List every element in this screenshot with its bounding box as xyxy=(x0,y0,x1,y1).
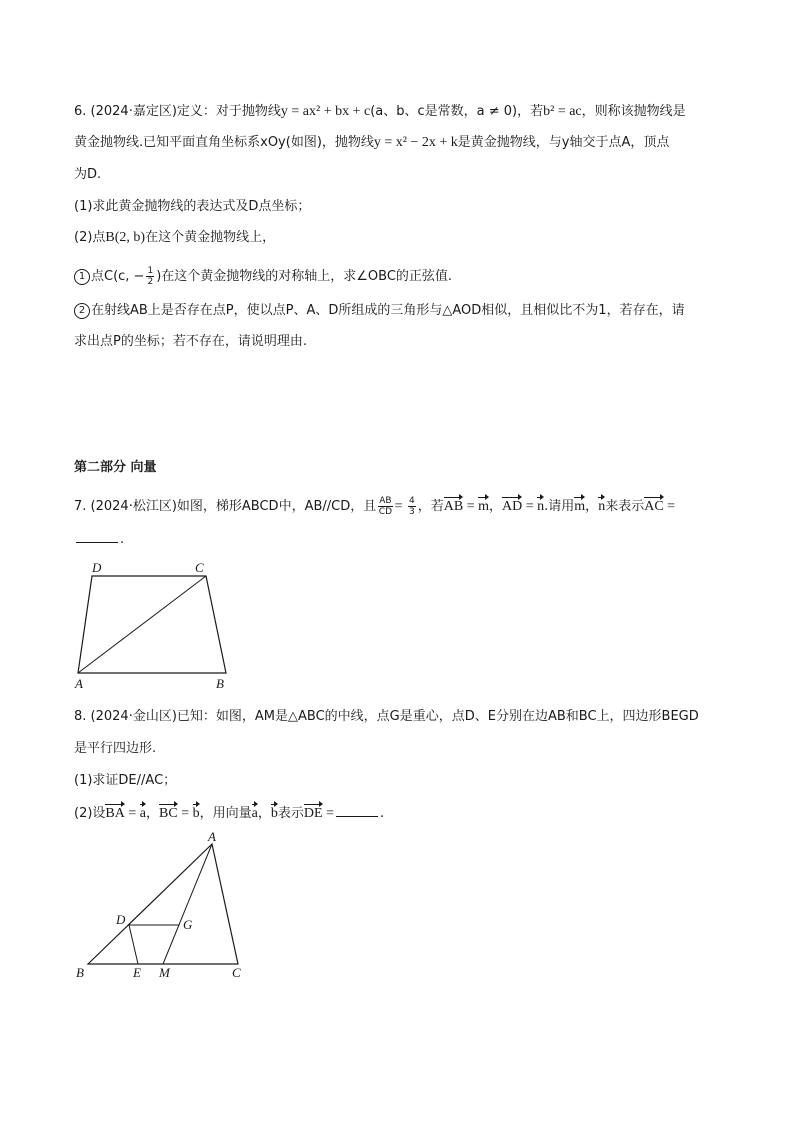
equals-sign: = xyxy=(463,499,479,514)
label-a: A xyxy=(208,832,216,844)
q6-text: 在射线AB上是否存在点P，使以点P、A、D所组成的三角形与△AOD相似，且相似比不为1，若存在，请 xyxy=(91,303,685,318)
answer-blank[interactable] xyxy=(336,804,378,817)
triangle-abc xyxy=(88,844,238,964)
q6-text: ，则称该抛物线是 xyxy=(581,104,686,119)
label-c: C xyxy=(232,965,241,980)
equals-sign: = xyxy=(394,499,406,514)
q7-text: .请用 xyxy=(544,499,575,514)
triangle-figure xyxy=(70,832,260,984)
q6-part-1: (1)求此黄金抛物线的表达式及D点坐标； xyxy=(74,199,311,214)
equals-sign: = xyxy=(663,499,676,514)
q6-text: )在这个黄金抛物线的对称轴上，求∠OBC的正弦值. xyxy=(156,269,453,284)
q6-text: 在这个黄金抛物线上， xyxy=(145,230,276,245)
trapezoid-figure xyxy=(70,560,240,692)
fraction-numerator: AB xyxy=(379,496,392,506)
vector-b: b xyxy=(192,806,200,821)
label-a: A xyxy=(75,676,83,691)
vector-a: a xyxy=(139,806,146,821)
vector-n: n xyxy=(598,499,606,514)
vector-ba: BA xyxy=(105,806,125,821)
q8-text: 表示 xyxy=(277,806,304,821)
section-title: 第二部分 向量 xyxy=(74,460,157,475)
point-b: B(2, b) xyxy=(105,230,146,245)
label-g: G xyxy=(183,917,193,932)
vector-a: a xyxy=(251,806,258,821)
q7-line-2 xyxy=(74,530,124,549)
vector-m: m xyxy=(478,499,489,514)
q8-text: (2)设 xyxy=(74,806,106,821)
fraction-denominator: CD xyxy=(378,507,393,517)
q6-sub-2 xyxy=(74,302,685,320)
vector-m: m xyxy=(574,499,586,514)
q7-text: 来表示 xyxy=(605,499,645,514)
label-d: D xyxy=(116,912,126,927)
comma: ， xyxy=(146,806,160,821)
q8-text: ，用向量 xyxy=(199,806,252,821)
q6-sub-2-cont: 求出点P的坐标；若不存在，请说明理由. xyxy=(74,334,307,349)
vector-ab: AB xyxy=(443,499,464,514)
vector-b: b xyxy=(270,806,278,821)
circled-number-2: 2 xyxy=(74,303,90,319)
vector-n: n xyxy=(537,499,545,514)
q6-text: 是黄金抛物线，与y轴交于点A，顶点 xyxy=(457,135,670,150)
q6-text: (a、b、c是常数，a ≠ 0)，若 xyxy=(370,104,544,119)
fraction-numerator: 4 xyxy=(408,496,415,506)
comma: ， xyxy=(257,806,271,821)
equals-sign: = xyxy=(177,806,193,821)
circled-number-1: 1 xyxy=(74,269,90,285)
q7-text: 7. (2024·松江区)如图，梯形ABCD中，AB//CD，且 xyxy=(74,499,377,514)
label-b: B xyxy=(76,965,84,980)
vector-ac: AC xyxy=(644,499,664,514)
equals-sign: = xyxy=(522,499,538,514)
label-c: C xyxy=(195,560,204,575)
fraction-denominator: 2 xyxy=(147,277,154,287)
q8-part-2 xyxy=(74,804,384,823)
q8-line-2: 是平行四边形. xyxy=(74,741,157,756)
label-m: M xyxy=(159,965,170,980)
period: . xyxy=(120,532,125,547)
given-parabola: y = x² − 2x + k xyxy=(373,135,458,150)
q8-line-1: 8. (2024·金山区)已知：如图，AM是△ABC的中线，点G是重心，点D、E分别在边AB和BC上，四边形BEGD xyxy=(74,709,699,724)
median-am xyxy=(163,844,212,964)
vector-ad: AD xyxy=(502,499,523,514)
q8-part-1: (1)求证DE//AC； xyxy=(74,773,177,788)
vector-bc: BC xyxy=(159,806,178,821)
q6-line-3: 为D. xyxy=(74,167,102,182)
label-b: B xyxy=(216,676,224,691)
q6-text: 黄金抛物线.已知平面直角坐标系xOy(如图)，抛物线 xyxy=(74,135,374,150)
equals-sign: = xyxy=(124,806,140,821)
label-e: E xyxy=(133,965,141,980)
q6-text: 6. (2024·嘉定区)定义：对于抛物线 xyxy=(74,104,281,119)
q6-text: 点C(c, − xyxy=(91,269,145,284)
q7-line-1 xyxy=(74,496,675,517)
trapezoid-outline xyxy=(78,576,226,673)
period: . xyxy=(379,806,385,821)
vector-de: DE xyxy=(303,806,323,821)
fraction-half xyxy=(146,266,154,287)
golden-condition: b² = ac xyxy=(543,104,582,119)
q6-line-2 xyxy=(74,134,669,152)
diagonal-ac xyxy=(78,576,206,673)
q6-line-1 xyxy=(74,103,686,121)
equals-sign: = xyxy=(322,806,334,821)
comma: ， xyxy=(488,499,502,514)
fraction-numerator: 1 xyxy=(147,266,154,276)
q6-part-2 xyxy=(74,229,275,247)
parabola-formula: y = ax² + bx + c xyxy=(280,104,371,119)
answer-blank[interactable] xyxy=(76,530,118,543)
ratio-value xyxy=(408,496,416,517)
segment-de xyxy=(129,925,138,964)
comma: ， xyxy=(585,499,599,514)
ratio-fraction xyxy=(378,496,392,517)
fraction-denominator: 3 xyxy=(408,507,415,517)
q6-text: (2)点 xyxy=(74,230,106,245)
q7-text: ，若 xyxy=(417,499,444,514)
q6-sub-1 xyxy=(74,266,452,287)
label-d: D xyxy=(92,560,102,575)
